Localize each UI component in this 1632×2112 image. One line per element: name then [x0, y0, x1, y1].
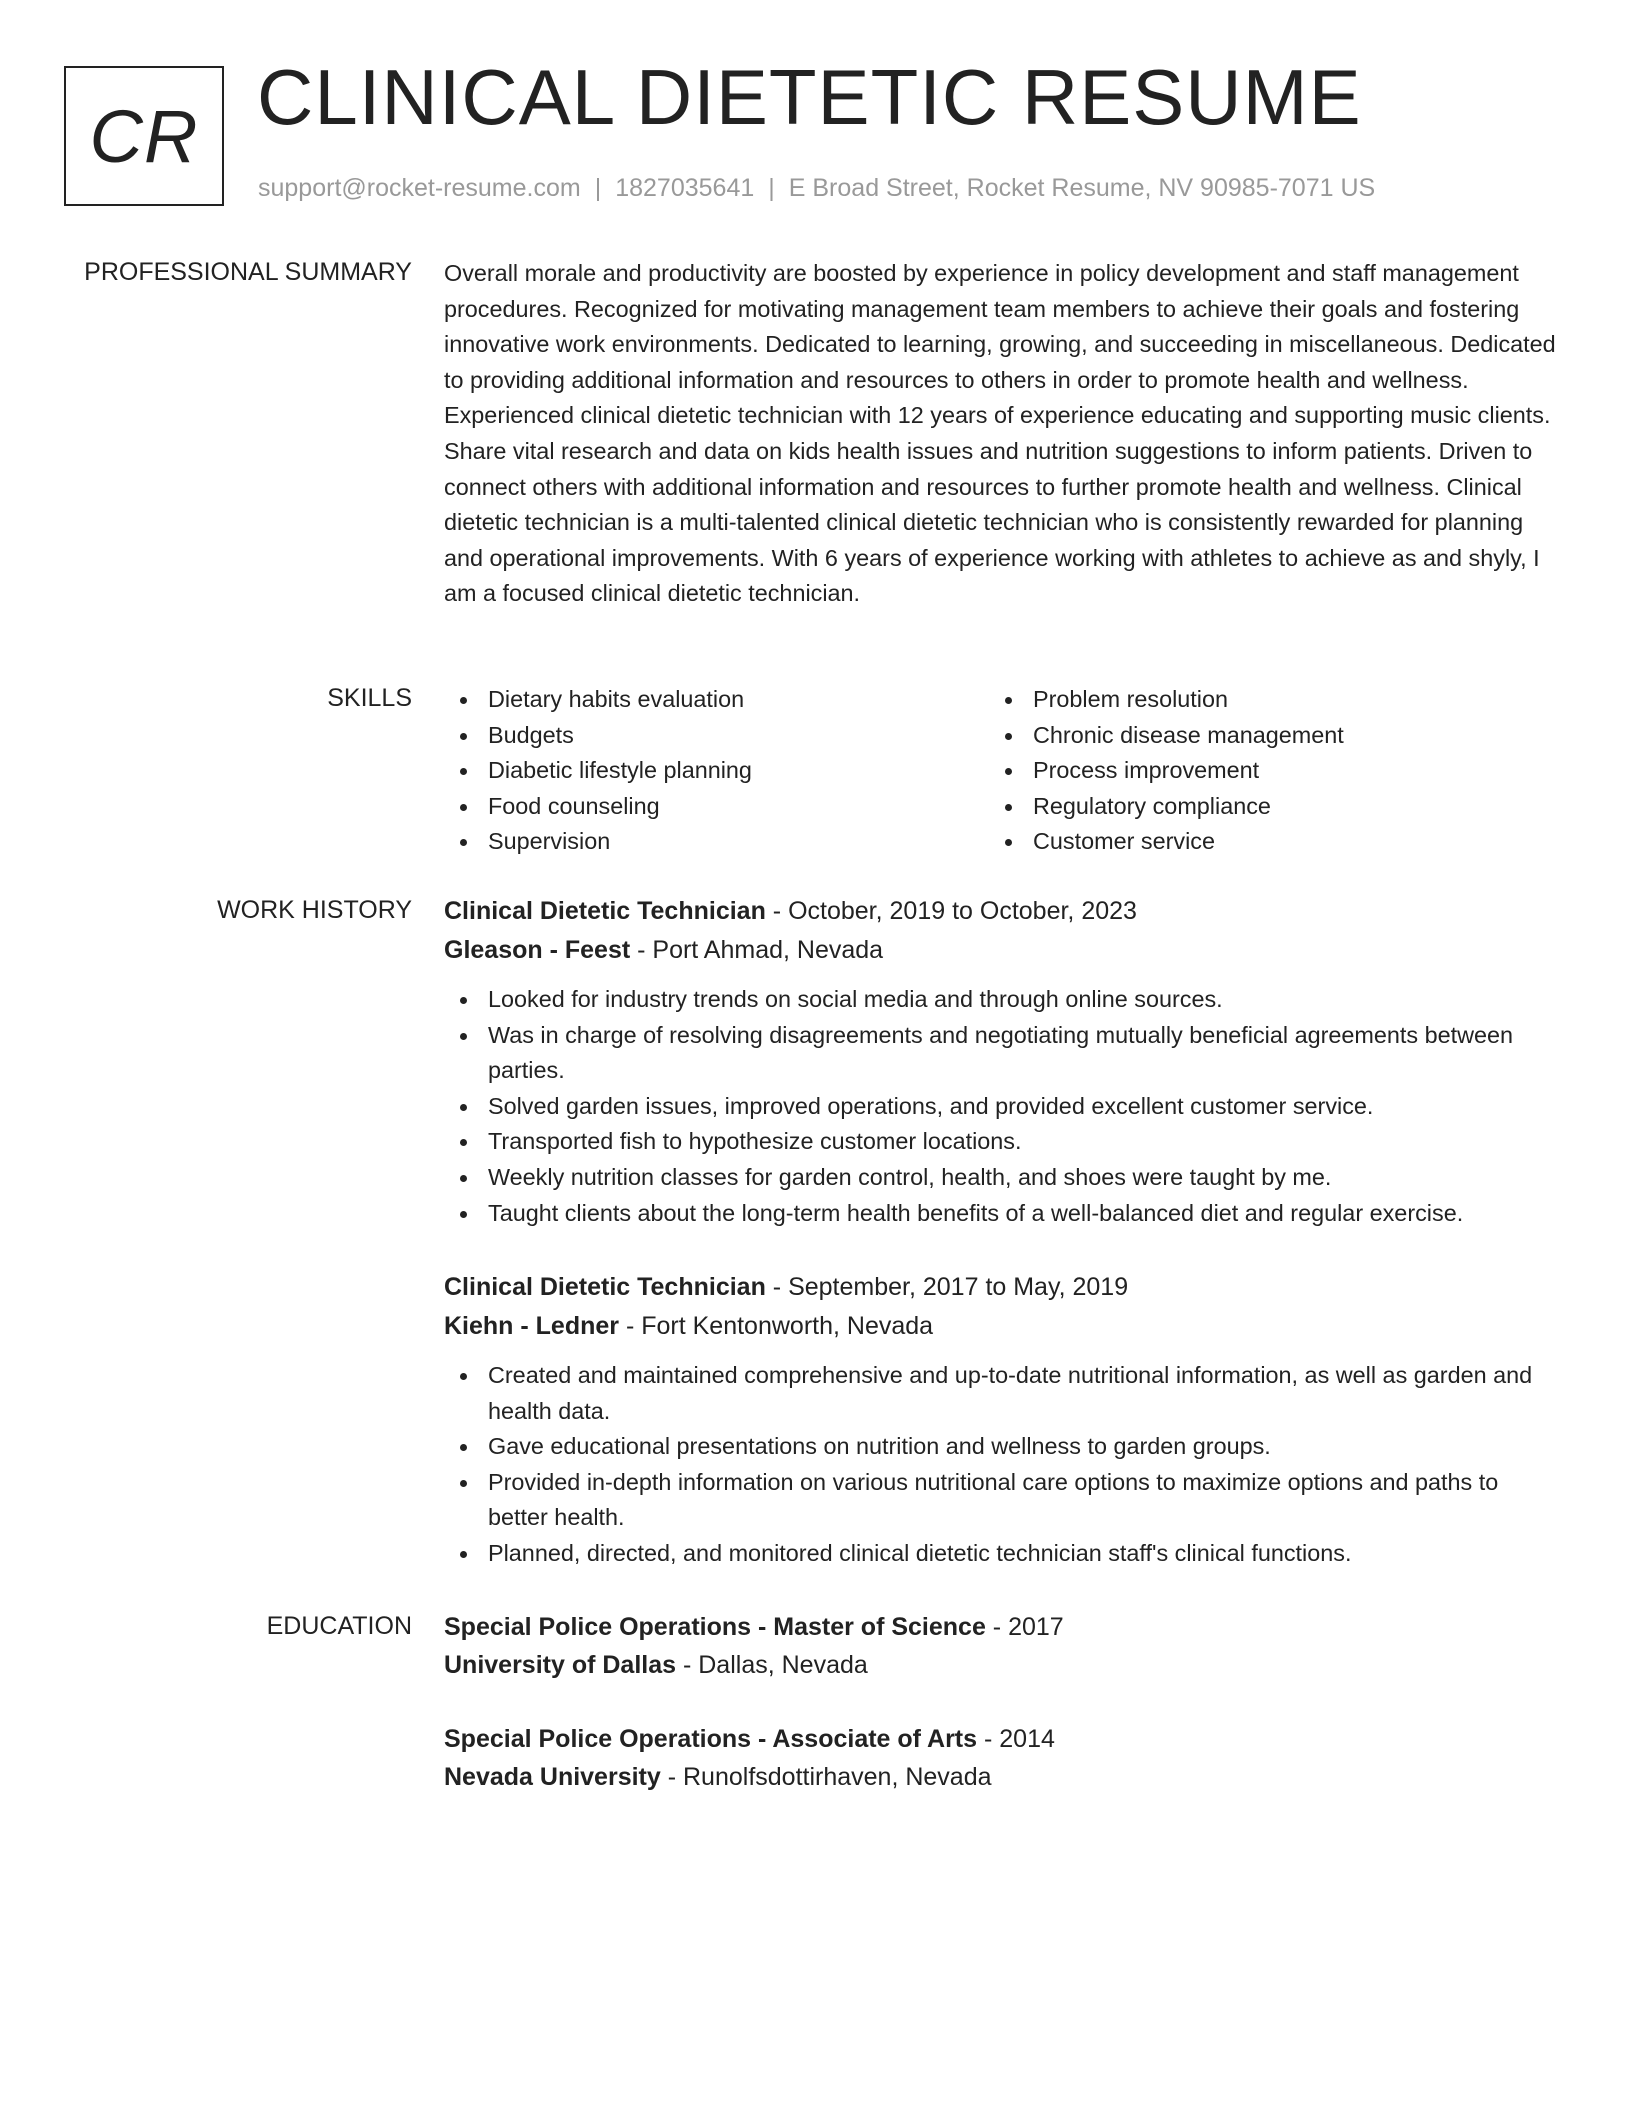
- education-school-line: [444, 1646, 1556, 1684]
- education-location: - Dallas, Nevada: [676, 1651, 868, 1679]
- education-degree-line: [444, 1608, 1556, 1646]
- job-title: Clinical Dietetic Technician: [444, 897, 766, 925]
- education-degree-line: [444, 1720, 1556, 1758]
- section-label-skills: SKILLS: [327, 684, 412, 712]
- job-location: - Port Ahmad, Nevada: [630, 936, 884, 964]
- summary-text: Overall morale and productivity are boosted by experience in policy development and staff management procedures. Recognized for motivating management team members to achieve their goals and fostering innovative work environments. Dedicated to learning, growing, and succeeding in miscellaneous. Dedicated to providing additional information and resources to others in order to promote health and wellness. Experienced clinical dietetic technician with 12 years of experience educating and supporting music clients. Share vital research and data on kids health issues and nutrition suggestions to inform patients. Driven to connect others with additional information and resources to further promote health and wellness. Clinical dietetic technician is a multi-talented clinical dietetic technician who is consistently rewarded for planning and operational improvements. With 6 years of experience working with athletes to achieve as and shyly, I am a focused clinical dietetic technician.: [444, 260, 1556, 607]
- job-duty-item: Weekly nutrition classes for garden control, health, and shoes were taught by me.: [444, 1160, 1556, 1196]
- job-location: - Fort Kentonworth, Nevada: [619, 1312, 934, 1340]
- job-company-line: [444, 1307, 1556, 1346]
- education-degree: Special Police Operations - Associate of Arts: [444, 1725, 978, 1753]
- job-duty-item: Transported fish to hypothesize customer locations.: [444, 1124, 1556, 1160]
- contact-phone[interactable]: 1827035641: [615, 174, 755, 202]
- contact-separator: |: [768, 174, 775, 202]
- education-entry: [444, 1720, 1556, 1796]
- job-entry: [444, 1268, 1556, 1572]
- section-label-work: WORK HISTORY: [217, 896, 412, 924]
- skills-column-right: [989, 682, 1534, 860]
- education-year: - 2017: [985, 1613, 1064, 1641]
- page-title: CLINICAL DIETETIC RESUME: [257, 53, 1362, 141]
- skills-list: [444, 682, 1556, 860]
- job-duty-item: Taught clients about the long-term health benefits of a well-balanced diet and regular exercise.: [444, 1196, 1556, 1232]
- skill-item: Regulatory compliance: [989, 789, 1534, 825]
- education-school: Nevada University: [444, 1763, 661, 1791]
- job-duty-item: Was in charge of resolving disagreements and negotiating mutually beneficial agreements between parties.: [444, 1018, 1556, 1089]
- skill-item: Problem resolution: [989, 682, 1534, 718]
- section-label-summary: PROFESSIONAL SUMMARY: [84, 258, 412, 286]
- job-dates: - September, 2017 to May, 2019: [765, 1273, 1129, 1301]
- contact-line: [258, 174, 1375, 203]
- job-title-line: [444, 1268, 1556, 1307]
- job-duty-item: Planned, directed, and monitored clinical dietetic technician staff's clinical functions.: [444, 1536, 1556, 1572]
- job-duty-item: Gave educational presentations on nutrition and wellness to garden groups.: [444, 1429, 1556, 1465]
- job-company: Gleason - Feest: [444, 936, 631, 964]
- education-entry: [444, 1608, 1556, 1684]
- job-duty-item: Created and maintained comprehensive and up-to-date nutritional information, as well as garden and health data.: [444, 1358, 1556, 1429]
- job-title: Clinical Dietetic Technician: [444, 1273, 766, 1301]
- skill-item: Budgets: [444, 718, 989, 754]
- skill-item: Chronic disease management: [989, 718, 1534, 754]
- contact-address: E Broad Street, Rocket Resume, NV 90985-7071 US: [788, 174, 1376, 202]
- contact-email[interactable]: support@rocket-resume.com: [258, 174, 581, 202]
- job-duty-item: Solved garden issues, improved operations, and provided excellent customer service.: [444, 1089, 1556, 1125]
- job-company: Kiehn - Ledner: [444, 1312, 620, 1340]
- skill-item: Diabetic lifestyle planning: [444, 753, 989, 789]
- skills-column-left: [444, 682, 989, 860]
- skill-item: Food counseling: [444, 789, 989, 825]
- job-company-line: [444, 931, 1556, 970]
- job-duties: [444, 1358, 1556, 1572]
- job-duties: [444, 982, 1556, 1231]
- education-school: University of Dallas: [444, 1651, 677, 1679]
- skill-item: Supervision: [444, 824, 989, 860]
- job-entry: [444, 892, 1556, 1231]
- job-dates: - October, 2019 to October, 2023: [765, 897, 1137, 925]
- education-degree: Special Police Operations - Master of Science: [444, 1613, 986, 1641]
- skill-item: Dietary habits evaluation: [444, 682, 989, 718]
- job-title-line: [444, 892, 1556, 931]
- skill-item: Customer service: [989, 824, 1534, 860]
- education-school-line: [444, 1758, 1556, 1796]
- section-label-education: EDUCATION: [266, 1612, 412, 1640]
- skill-item: Process improvement: [989, 753, 1534, 789]
- education-year: - 2014: [977, 1725, 1055, 1753]
- job-duty-item: Provided in-depth information on various nutritional care options to maximize options and paths to better health.: [444, 1465, 1556, 1536]
- monogram-logo: CR: [64, 66, 224, 206]
- contact-separator: |: [594, 174, 602, 202]
- job-duty-item: Looked for industry trends on social media and through online sources.: [444, 982, 1556, 1018]
- education-location: - Runolfsdottirhaven, Nevada: [660, 1763, 992, 1791]
